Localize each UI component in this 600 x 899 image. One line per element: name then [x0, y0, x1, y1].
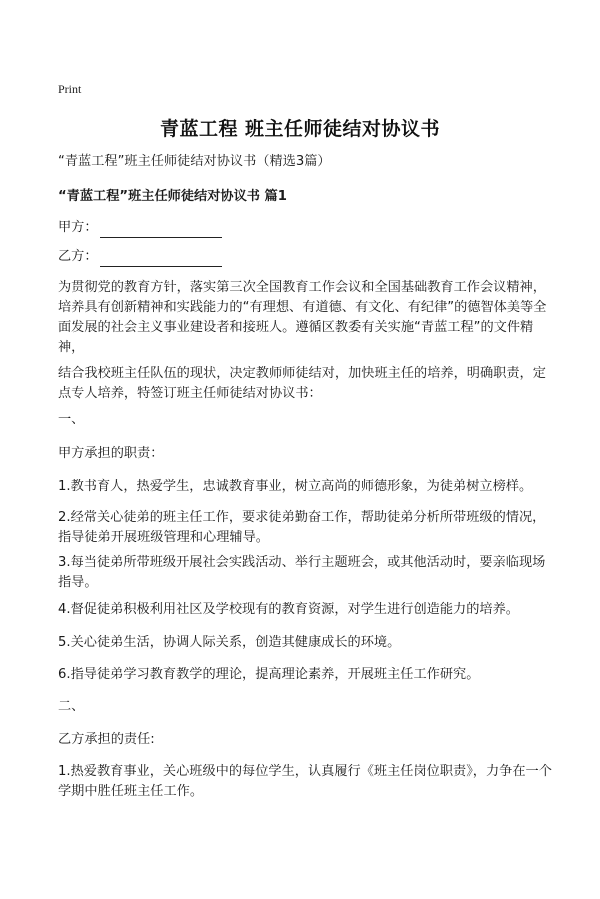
- party-a-blank: [100, 221, 222, 238]
- party-a-duty-3: 3.每当徒弟所带班级开展社会实践活动、举行主题班会，或其他活动时，要亲临现场指导。: [58, 555, 546, 590]
- section-two-label: 二、: [58, 699, 85, 714]
- party-b-blank: [100, 250, 222, 267]
- party-a-label: 甲方：: [58, 220, 98, 235]
- party-b-duties-heading: 乙方承担的责任:: [58, 732, 155, 747]
- document-title: 青蓝工程 班主任师徒结对协议书: [159, 118, 441, 140]
- section-title: “青蓝工程”班主任师徒结对协议书 篇1: [58, 189, 287, 204]
- party-a-duty-6: 6.指导徒弟学习教育教学的理论，提高理论素养，开展班主任工作研究。: [58, 667, 480, 682]
- party-a-signature-line: [58, 218, 558, 238]
- party-a-duty-5: 5.关心徒弟生活，协调人际关系，创造其健康成长的环境。: [58, 635, 401, 650]
- party-a-duty-4: 4.督促徒弟积极利用社区及学校现有的教育资源，对学生进行创造能力的培养。: [58, 602, 519, 617]
- party-a-duties-heading: 甲方承担的职责：: [58, 446, 164, 461]
- document-subtitle: “青蓝工程”班主任师徒结对协议书（精选3篇）: [58, 154, 331, 169]
- party-b-duty-1: 1.热爱教育事业，关心班级中的每位学生，认真履行《班主任岗位职责》，力争在一个学期中胜任班主任工作。: [58, 764, 552, 799]
- party-a-duty-1: 1.教书育人，热爱学生，忠诚教育事业，树立高尚的师德形象，为徒弟树立榜样。: [58, 479, 533, 494]
- party-a-duty-2: 2.经常关心徒弟的班主任工作，要求徒弟勤奋工作，帮助徒弟分析所带班级的情况，指导徒弟开展班级管理和心理辅导。: [58, 510, 546, 545]
- print-link[interactable]: Print: [58, 82, 82, 96]
- party-b-signature-line: [58, 247, 558, 267]
- intro-paragraph: 为贯彻党的教育方针，落实第三次全国教育工作会议和全国基础教育工作会议精神，培养具有创新精神和实践能力的“有理想、有道德、有文化、有纪律”的德智体美等全面发展的社会主义事业建设者和接班人。遵循区教委有关实施“青蓝工程”的文件精神，: [58, 280, 547, 355]
- section-one-label: 一、: [58, 412, 85, 427]
- party-b-label: 乙方：: [58, 249, 98, 264]
- context-paragraph: 结合我校班主任队伍的现状，决定教师师徒结对，加快班主任的培养，明确职责，定点专人培养，特签订班主任师徒结对协议书：: [58, 366, 546, 401]
